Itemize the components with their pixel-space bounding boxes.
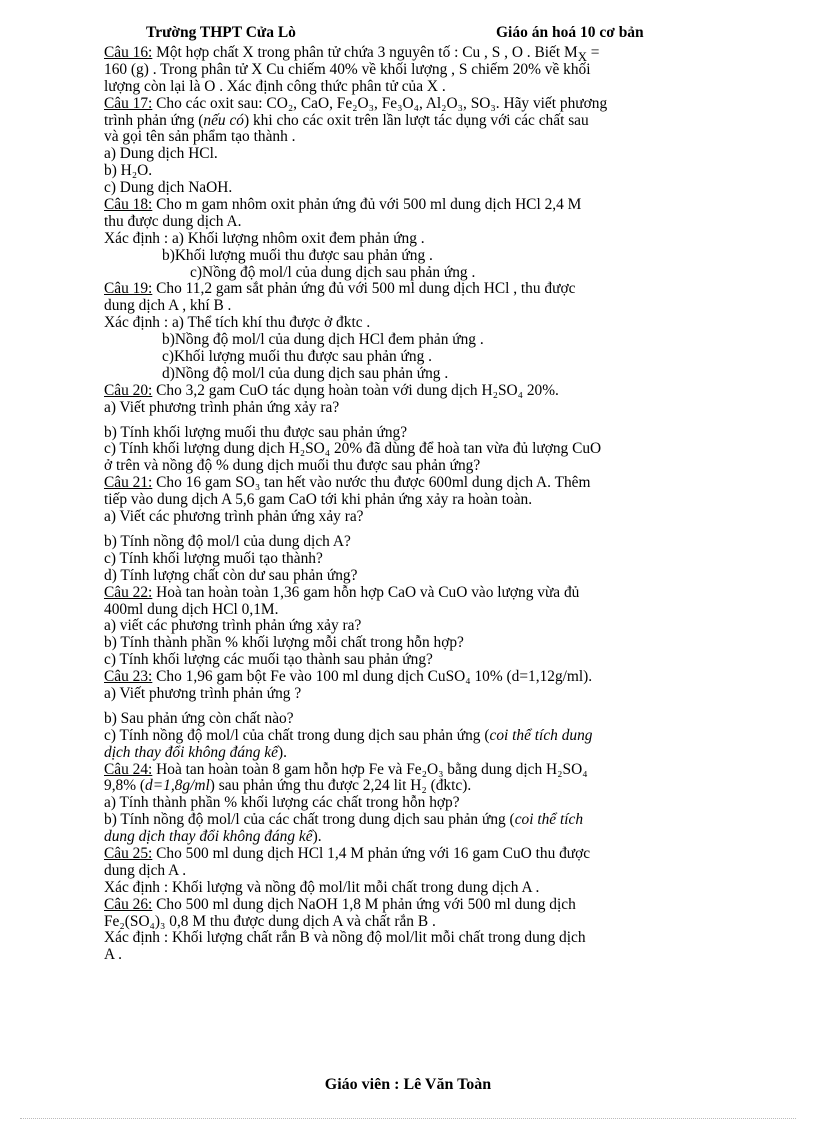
line-text: tiếp vào dung dịch A 5,6 gam CaO tới khi phản ứng xảy ra hoàn toàn. [104,491,533,509]
text-line [104,332,722,349]
line-text: 9,8% ( [104,777,146,795]
text-line [104,914,722,931]
text-line [104,728,722,745]
text-line [104,425,722,442]
text-line [104,778,722,795]
line-text: 160 (g) . Trong phân tử X Cu chiếm 40% về khối lượng , S chiếm 20% về khối [104,60,591,78]
line-text-tail: ). [277,743,287,761]
line-text: c) Tính nồng độ mol/l của chất trong dung dịch sau phản ứng ( [104,726,490,744]
question-heading-line [104,96,722,113]
question-heading-line [104,281,722,298]
line-text: Cho 16 gam SO₃ tan hết vào nước thu được 600ml dung dịch A. Thêm [152,474,591,492]
line-text: Hoà tan hoàn toàn 8 gam hỗn hợp Fe và Fe₂O₃ bằng dung dịch H₂SO₄ [152,760,588,778]
line-text: 400ml dung dịch HCl 0,1M. [104,600,279,618]
line-text: a) Viết các phương trình phản ứng xảy ra? [104,508,364,526]
line-text: a) Tính thành phần % khối lượng các chất trong hỗn hợp? [104,794,460,812]
text-line [104,863,722,880]
italic-text: coi thể tích [514,811,584,829]
text-line [104,568,722,585]
text-line [104,930,722,947]
line-text: b) H₂O. [104,162,153,180]
text-line [104,248,722,265]
line-text: a) viết các phương trình phản ứng xảy ra? [104,617,362,635]
text-line [104,366,722,383]
text-line [104,214,722,231]
line-text: Hoà tan hoàn toàn 1,36 gam hỗn hợp CaO và CuO vào lượng vừa đủ [152,583,580,601]
line-text: b) Tính khối lượng muối thu được sau phản ứng? [104,423,408,441]
text-line [104,652,722,669]
exercise-list [104,45,722,964]
line-text-tail: ) khi cho các oxit trên lần lượt tác dụng với các chất sau [244,111,589,129]
question-label: Câu 22: [104,583,153,601]
question-heading-line [104,846,722,863]
line-text: b)Nồng độ mol/l của dung dịch HCl đem phản ứng . [162,331,484,349]
text-line [104,534,722,551]
question-label: Câu 17: [104,94,153,112]
line-text: trình phản ứng ( [104,111,204,129]
text-line [104,812,722,829]
question-label: Câu 26: [104,895,153,913]
question-label: Câu 23: [104,668,153,686]
question-heading-line [104,44,722,65]
line-text: b) Sau phản ứng còn chất nào? [104,709,294,727]
text-line [104,880,722,897]
line-text: thu được dung dịch A. [104,212,242,230]
italic-text: dung dịch thay đổi không đáng kể [104,828,313,846]
line-text: Xác định : Khối lượng và nồng độ mol/lit mỗi chất trong dung dịch A . [104,878,540,896]
line-text: dung dịch A , khí B . [104,297,232,315]
line-text: Cho 1,96 gam bột Fe vào 100 ml dung dịch CuSO₄ 10% (d=1,12g/ml). [152,668,593,686]
line-text: Cho 500 ml dung dịch NaOH 1,8 M phản ứng với 500 ml dung dịch [152,895,576,913]
question-label: Câu 20: [104,381,153,399]
text-line [104,298,722,315]
school-name: Trường THPT Cửa Lò [146,24,296,41]
line-text: c)Khối lượng muối thu được sau phản ứng . [162,348,432,366]
line-text: Cho 11,2 gam sắt phản ứng đủ với 500 ml dung dịch HCl , thu được [152,280,576,298]
italic-text: nếu có [203,111,244,129]
text-line [104,113,722,130]
text-line [104,686,722,703]
question-label: Câu 18: [104,196,153,214]
text-line [104,509,722,526]
text-line [104,180,722,197]
text-line [104,795,722,812]
text-line [104,551,722,568]
line-text: b) Tính nồng độ mol/l của dung dịch A? [104,532,351,550]
line-text-tail: = [586,44,600,61]
line-text: c)Nồng độ mol/l của dung dịch sau phản ứng . [190,263,476,281]
question-heading-line [104,762,722,779]
line-text: và gọi tên sản phẩm tạo thành . [104,128,296,146]
teacher-signature: Giáo viên : Lê Văn Toàn [324,1076,492,1093]
line-text: c) Tính khối lượng muối tạo thành? [104,549,323,567]
line-text: c) Tính khối lượng dung dịch H₂SO₄ 20% đã dùng để hoà tan vừa đủ lượng CuO [104,440,602,458]
text-line [104,635,722,652]
question-label: Câu 19: [104,280,153,298]
question-heading-line [104,585,722,602]
line-text-tail: ). [312,828,322,846]
line-text: A . [104,946,122,964]
text-line [104,745,722,762]
question-heading-line [104,897,722,914]
text-line [104,265,722,282]
line-text: a) Dung dịch HCl. [104,145,218,163]
text-line [104,315,722,332]
line-text: c) Tính khối lượng các muối tạo thành sau phản ứng? [104,651,433,669]
line-text-tail: ) sau phản ứng thu được 2,24 lit H₂ (đktc). [209,777,472,795]
line-text: a) Viết phương trình phản ứng xảy ra? [104,398,340,416]
text-line [104,441,722,458]
line-text: Cho các oxit sau: CO₂, CaO, Fe₂O₃, Fe₃O₄, Al₂O₃, SO₃. Hãy viết phương [152,94,608,112]
line-text: c) Dung dịch NaOH. [104,179,233,197]
text-line [104,349,722,366]
text-line [104,79,722,96]
question-label: Câu 25: [104,844,153,862]
question-label: Câu 16: [104,44,153,61]
text-line [104,602,722,619]
text-line [104,618,722,635]
text-line [104,62,722,79]
line-text: Cho 3,2 gam CuO tác dụng hoàn toàn với dung dịch H₂SO₄ 20%. [152,381,559,399]
line-text: b) Tính thành phần % khối lượng mỗi chất trong hỗn hợp? [104,634,464,652]
question-heading-line [104,383,722,400]
line-text: a) Viết phương trình phản ứng ? [104,684,302,702]
page-bottom-rule [20,1118,796,1119]
question-heading-line [104,197,722,214]
line-text: Fe₂(SO₄)₃ 0,8 M thu được dung dịch A và chất rắn B . [104,912,436,930]
line-text: Xác định : a) Khối lượng nhôm oxit đem phản ứng . [104,229,425,247]
text-line [104,163,722,180]
line-text: Cho m gam nhôm oxit phản ứng đủ với 500 ml dung dịch HCl 2,4 M [152,196,582,214]
text-line [104,231,722,248]
question-label: Câu 21: [104,474,153,492]
text-line [104,711,722,728]
text-line [104,829,722,846]
line-text: d)Nồng độ mol/l của dung dịch sau phản ứng . [162,364,449,382]
italic-text: coi thể tích dung [489,726,593,744]
text-line [104,400,722,417]
text-line [104,129,722,146]
line-text: ở trên và nồng độ % dung dịch muối thu được sau phản ứng? [104,457,481,475]
line-text: dung dịch A . [104,861,187,879]
line-text: d) Tính lượng chất còn dư sau phản ứng? [104,566,358,584]
italic-text: d=1,8g/ml [145,777,210,795]
line-text: b) Tính nồng độ mol/l của các chất trong dung dịch sau phản ứng ( [104,811,515,829]
line-text: Xác định : Khối lượng chất rắn B và nồng độ mol/lit mỗi chất trong dung dịch [104,929,586,947]
subscript-text: X [577,50,587,65]
question-heading-line [104,669,722,686]
text-line [104,947,722,964]
line-text: b)Khối lượng muối thu được sau phản ứng . [162,246,433,264]
text-line [104,146,722,163]
italic-text: dịch thay đổi không đáng kể [104,743,278,761]
question-label: Câu 24: [104,760,153,778]
question-heading-line [104,475,722,492]
text-line [104,492,722,509]
line-text: Cho 500 ml dung dịch HCl 1,4 M phản ứng với 16 gam CuO thu được [152,844,591,862]
text-line [104,458,722,475]
lesson-plan-title: Giáo án hoá 10 cơ bản [496,24,644,41]
line-text: Một hợp chất X trong phân tử chứa 3 nguyên tố : Cu , S , O . Biết M [152,44,578,61]
line-text: Xác định : a) Thể tích khí thu được ở đktc . [104,314,371,332]
line-text: lượng còn lại là O . Xác định công thức phân tử của X . [104,77,446,95]
